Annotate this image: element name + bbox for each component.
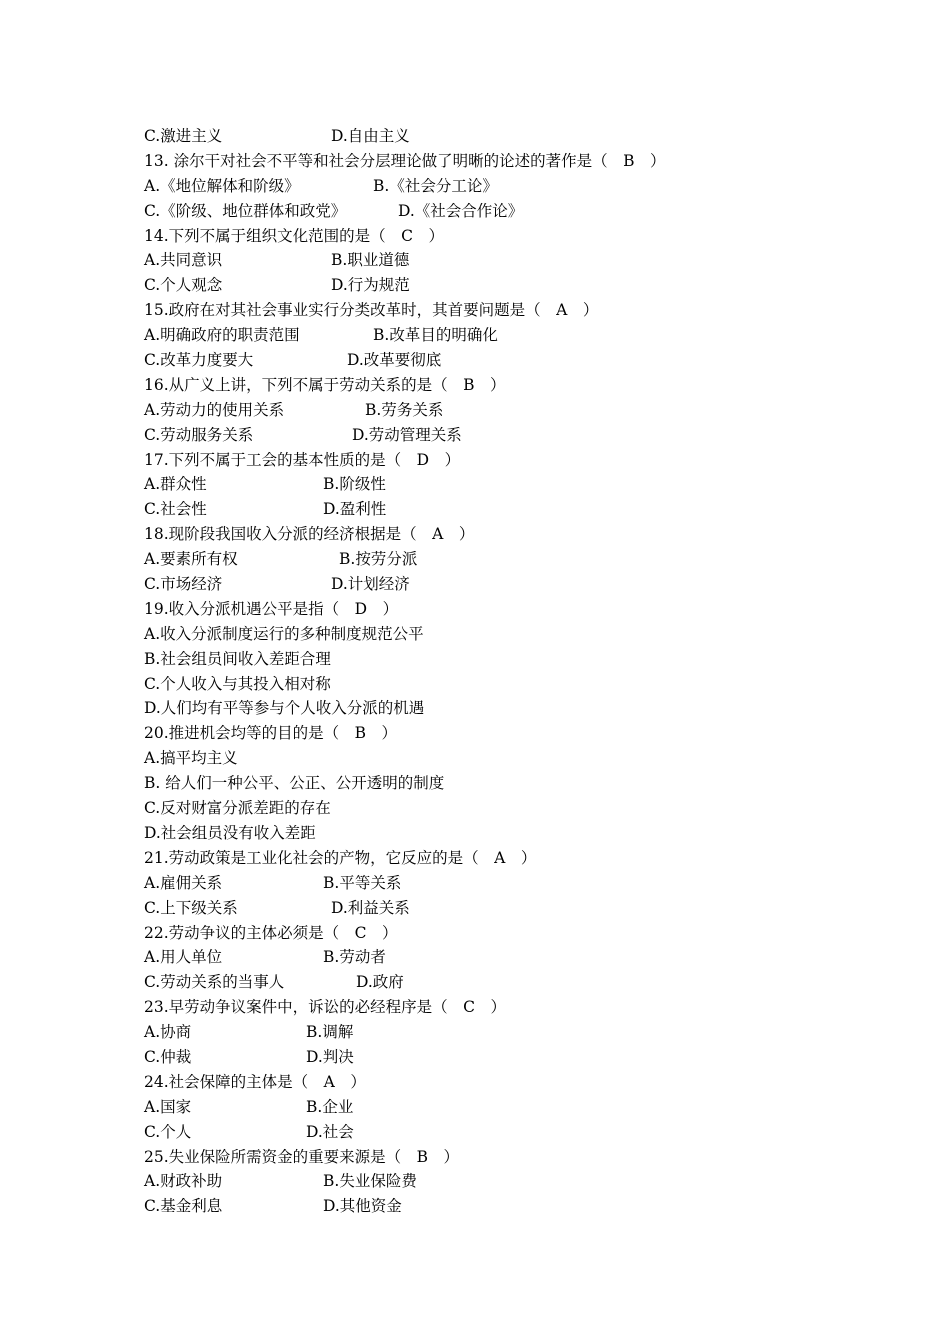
option-pair-line <box>144 572 844 597</box>
option-right: D.劳动管理关系 <box>352 425 462 444</box>
option-pair-line <box>144 1194 844 1219</box>
option-right: B.平等关系 <box>323 873 402 892</box>
question-line <box>144 448 844 473</box>
question-text: 24.社会保障的主体是（ A ） <box>144 1072 366 1091</box>
option-pair-line <box>144 423 844 448</box>
option-line <box>144 771 844 796</box>
question-line <box>144 597 844 622</box>
option-text: D.人们均有平等参与个人收入分派的机遇 <box>144 699 425 718</box>
option-left: A.用人单位 <box>144 948 223 967</box>
option-left: C.劳动服务关系 <box>144 425 254 444</box>
option-text: B.社会组员间收入差距合理 <box>144 649 331 668</box>
question-line <box>144 721 844 746</box>
option-left: A.国家 <box>144 1097 192 1116</box>
option-right: D.改革要彻底 <box>347 351 442 370</box>
question-text: 20.推进机会均等的目的是（ B ） <box>144 724 398 743</box>
option-right: B.劳动者 <box>323 948 386 967</box>
option-right: D.计划经济 <box>331 575 410 594</box>
option-right: D.判决 <box>306 1047 354 1066</box>
option-right: D.自由主义 <box>331 127 410 145</box>
option-pair-line <box>144 970 844 995</box>
option-pair-line <box>144 896 844 921</box>
question-line <box>144 373 844 398</box>
option-left: C.上下级关系 <box>144 898 238 917</box>
option-left: C.个人 <box>144 1122 192 1141</box>
option-left: A.财政补助 <box>144 1172 223 1191</box>
option-pair-line <box>144 547 844 572</box>
option-pair-line <box>144 348 844 373</box>
question-line <box>144 149 844 174</box>
option-left: C.激进主义 <box>144 127 223 145</box>
option-line <box>144 672 844 697</box>
option-right: B.阶级性 <box>323 475 386 494</box>
option-right: B.《社会分工论》 <box>373 176 498 195</box>
option-right: B.企业 <box>306 1097 354 1116</box>
option-right: D.利益关系 <box>331 898 410 917</box>
question-line <box>144 921 844 946</box>
question-line <box>144 224 844 249</box>
option-left: A.群众性 <box>144 475 207 494</box>
option-pair-line <box>144 1120 844 1145</box>
question-line <box>144 1145 844 1170</box>
option-line <box>144 796 844 821</box>
question-text: 18.现阶段我国收入分派的经济根据是（ A ） <box>144 525 475 544</box>
question-text: 17.下列不属于工会的基本性质的是（ D ） <box>144 450 461 469</box>
option-left: C.基金利息 <box>144 1197 223 1216</box>
option-text: C.反对财富分派差距的存在 <box>144 799 331 818</box>
question-text: 16.从广义上讲，下列不属于劳动关系的是（ B ） <box>144 375 506 394</box>
question-line <box>144 995 844 1020</box>
option-pair-line <box>144 323 844 348</box>
option-pair-line <box>144 945 844 970</box>
option-pair-line <box>144 124 844 149</box>
option-text: B. 给人们一种公平、公正、公开透明的制度 <box>144 774 445 793</box>
option-left: A.劳动力的使用关系 <box>144 400 285 419</box>
option-right: B.调解 <box>306 1023 354 1042</box>
option-pair-line <box>144 248 844 273</box>
option-line <box>144 821 844 846</box>
option-right: D.社会 <box>306 1122 354 1141</box>
document-page <box>144 124 844 1219</box>
option-pair-line <box>144 199 844 224</box>
question-text: 23.早劳动争议案件中，诉讼的必经程序是（ C ） <box>144 998 507 1017</box>
option-left: A.明确政府的职责范围 <box>144 326 300 345</box>
option-right: D.其他资金 <box>323 1197 402 1216</box>
question-line <box>144 846 844 871</box>
option-left: C.个人观念 <box>144 276 223 295</box>
option-pair-line <box>144 871 844 896</box>
option-text: C.个人收入与其投入相对称 <box>144 674 331 693</box>
option-pair-line <box>144 174 844 199</box>
option-right: B.职业道德 <box>331 251 410 270</box>
question-text: 15.政府在对其社会事业实行分类改革时，其首要问题是（ A ） <box>144 301 599 320</box>
question-text: 21.劳动政策是工业化社会的产物，它反应的是（ A ） <box>144 848 537 867</box>
option-right: D.盈利性 <box>323 500 387 519</box>
option-pair-line <box>144 497 844 522</box>
option-text: D.社会组员没有收入差距 <box>144 823 316 842</box>
option-pair-line <box>144 472 844 497</box>
option-line <box>144 746 844 771</box>
option-left: C.劳动关系的当事人 <box>144 973 285 992</box>
option-pair-line <box>144 1169 844 1194</box>
option-right: B.劳务关系 <box>365 400 444 419</box>
option-pair-line <box>144 398 844 423</box>
question-text: 25.失业保险所需资金的重要来源是（ B ） <box>144 1147 460 1166</box>
option-pair-line <box>144 1095 844 1120</box>
question-text: 19.收入分派机遇公平是指（ D ） <box>144 599 399 618</box>
option-left: A.要素所有权 <box>144 550 238 569</box>
option-pair-line <box>144 273 844 298</box>
option-right: B.失业保险费 <box>323 1172 417 1191</box>
option-right: B.按劳分派 <box>339 550 418 569</box>
option-pair-line <box>144 1020 844 1045</box>
option-left: A.雇佣关系 <box>144 873 223 892</box>
option-left: C.改革力度要大 <box>144 351 254 370</box>
option-right: D.行为规范 <box>331 276 410 295</box>
option-left: A.协商 <box>144 1023 192 1042</box>
option-left: A.《地位解体和阶级》 <box>144 176 300 195</box>
option-left: C.市场经济 <box>144 575 223 594</box>
option-pair-line <box>144 1045 844 1070</box>
question-line <box>144 1070 844 1095</box>
question-text: 14.下列不属于组织文化范围的是（ C ） <box>144 226 445 245</box>
option-left: C.仲裁 <box>144 1047 192 1066</box>
option-left: C.社会性 <box>144 500 207 519</box>
option-left: A.共同意识 <box>144 251 223 270</box>
option-left: C.《阶级、地位群体和政党》 <box>144 201 347 220</box>
option-right: D.《社会合作论》 <box>398 201 524 220</box>
option-text: A.搞平均主义 <box>144 749 238 768</box>
option-line <box>144 622 844 647</box>
option-line <box>144 647 844 672</box>
option-line <box>144 696 844 721</box>
question-line <box>144 522 844 547</box>
question-text: 22.劳动争议的主体必须是（ C ） <box>144 923 398 942</box>
option-right: B.改革目的明确化 <box>373 326 498 345</box>
option-right: D.政府 <box>356 973 404 992</box>
question-line <box>144 298 844 323</box>
question-text: 13. 涂尔干对社会不平等和社会分层理论做了明晰的论述的著作是（ B ） <box>144 151 666 170</box>
option-text: A.收入分派制度运行的多种制度规范公平 <box>144 624 424 643</box>
